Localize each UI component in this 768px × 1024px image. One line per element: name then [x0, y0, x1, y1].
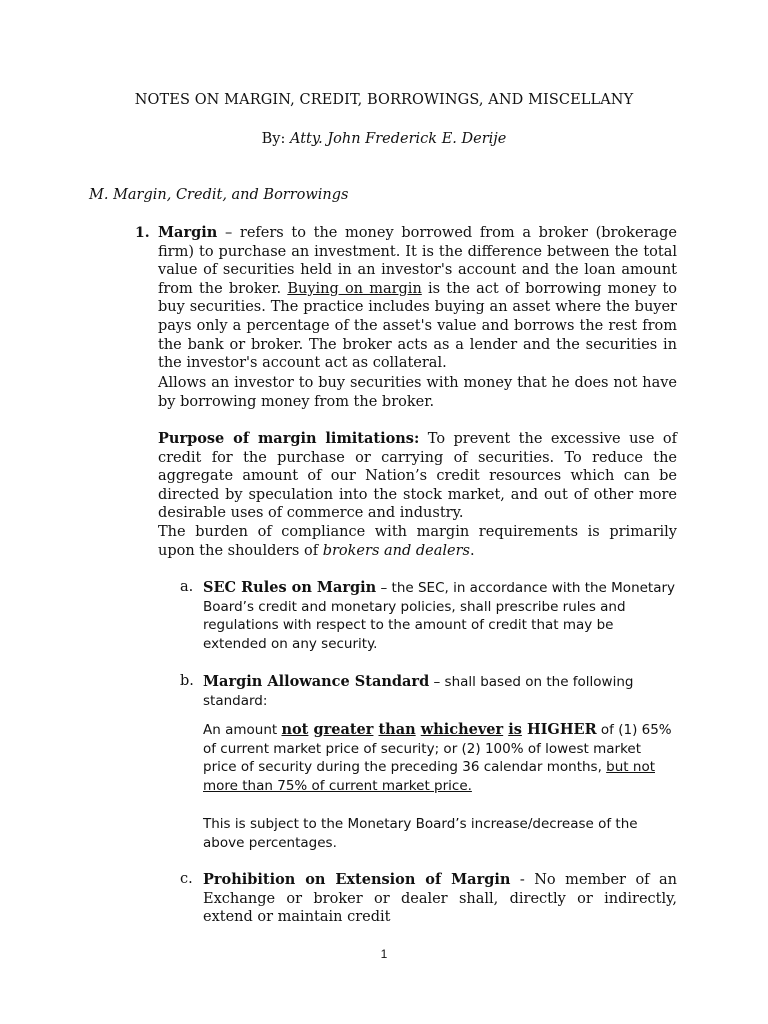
prohibition-term: Prohibition on Extension of Margin [203, 871, 511, 888]
emph-is: is [508, 721, 522, 738]
sec-rules-term: SEC Rules on Margin [203, 579, 377, 596]
allowance-text: – shall based on the following standard: [203, 674, 634, 709]
byline [0, 131, 768, 147]
allows-paragraph: Allows an investor to buy securities with money that he does not have by borrowing money from the broker. [158, 375, 677, 410]
prohibition-text: - No member of an Exchange or broker or dealer shall, directly or indirectly, extend or maintain credit [203, 872, 678, 926]
sub-letter-b: b. [180, 673, 194, 689]
sec-rules-paragraph [203, 579, 677, 653]
document-title: NOTES ON MARGIN, CREDIT, BORROWINGS, AND MISCELLANY [134, 92, 634, 108]
item-number: 1. [135, 225, 150, 241]
section-heading: M. Margin, Credit, and Borrowings [89, 187, 349, 203]
purpose-paragraph [158, 430, 677, 523]
burden-end: . [469, 542, 475, 559]
emph-greater: greater [313, 721, 374, 738]
margin-term: Margin [158, 224, 218, 241]
subject-text: This is subject to the Monetary Board’s increase/decrease of the above percentages. [203, 816, 638, 851]
burden-paragraph [158, 523, 677, 560]
allowance-paragraph [203, 673, 677, 710]
by-label: By: [261, 131, 290, 147]
emph-than: than [378, 721, 416, 738]
sub-letter-c: c. [180, 871, 193, 887]
allowance-term: Margin Allowance Standard [203, 673, 430, 690]
emph-higher: HIGHER [526, 721, 597, 738]
burden-text: The burden of compliance with margin requirements is primarily upon the shoulders of [158, 524, 677, 559]
emph-whichever: whichever [420, 721, 504, 738]
subject-paragraph [203, 815, 677, 852]
amount-paragraph [203, 721, 677, 795]
sub-letter-a: a. [180, 579, 194, 595]
brokers-dealers: brokers and dealers [322, 542, 470, 559]
author-name: Atty. John Frederick E. Derije [289, 131, 507, 147]
prohibition-paragraph [203, 871, 677, 927]
emph-not: not [281, 721, 309, 738]
margin-def-text: – refers to the money borrowed from a broker (brokerage firm) to purchase an investment. It is the difference between the total value of securities held in an investor's account and the loan amount from the broker. [158, 225, 677, 297]
buying-on-margin: Buying on margin [287, 280, 422, 297]
amount-limit: but not more than 75% of current market price. [203, 759, 655, 794]
page-number: 1 [380, 947, 388, 961]
amount-text-2: of (1) 65% of current market price of security; or (2) 100% of lowest market price of security during the preceding 36 calendar months, [203, 722, 672, 776]
amount-text: An amount [203, 722, 282, 738]
purpose-text: To prevent the excessive use of credit for the purchase or carrying of securities. To reduce the aggregate amount of our Nation’s credit resources which can be directed by speculation into the stock market, and out of other more desirable uses of commerce and industry. [158, 431, 677, 522]
margin-def-text-2: is the act of borrowing money to buy securities. The practice includes buying an asset where the buyer pays only a percentage of the asset's value and borrows the rest from the bank or broker. The broker acts as a lender and the securities in the investor's account act as collateral. [158, 280, 677, 372]
sec-rules-text: – the SEC, in accordance with the Monetary Board’s credit and monetary policies, shall prescribe rules and regulations with respect to the amount of credit that may be extended on any security. [203, 580, 676, 652]
margin-definition [158, 224, 677, 373]
purpose-label: Purpose of margin limitations: [158, 430, 420, 447]
